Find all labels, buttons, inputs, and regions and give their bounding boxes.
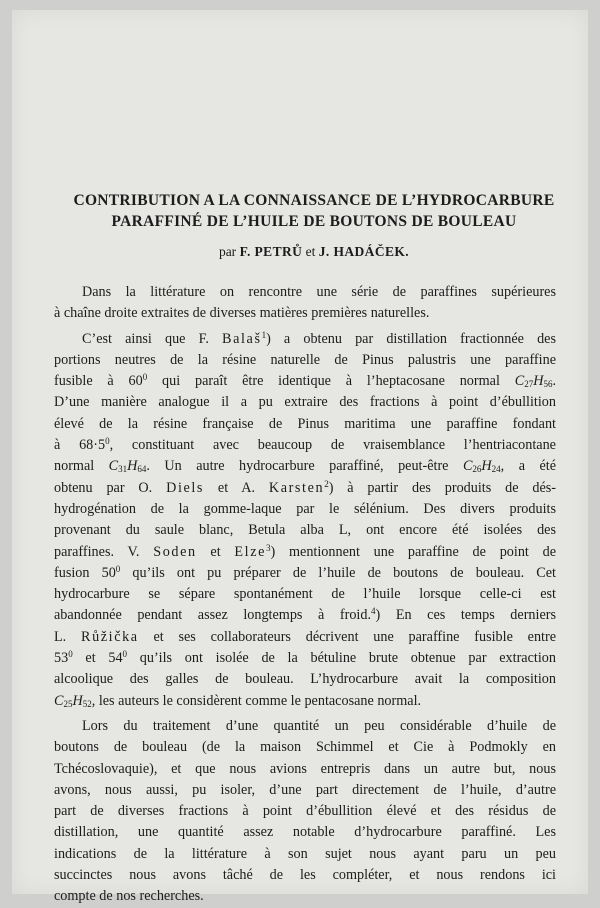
text-line	[68, 329, 556, 350]
degree-mark: 0	[68, 649, 73, 660]
text-line	[54, 648, 556, 669]
text-run: qu’ils ont isolée de la bétuline brute obtenue par extraction	[127, 650, 556, 667]
formula-element: H	[481, 458, 492, 475]
text-line: boutons de bouleau (de la maison Schimmel et Cie à Podmokly en	[54, 739, 556, 756]
paragraph-2	[54, 329, 557, 712]
text-run: et A.	[204, 479, 269, 496]
text-line	[54, 456, 556, 477]
degree-mark: 0	[105, 436, 110, 447]
text-run: fusion 50	[54, 564, 116, 581]
text-line: alcoolique des galles de bouleau. L’hydrocarbure avait la composition	[54, 671, 556, 688]
formula-subscript: 64	[137, 464, 147, 475]
formula-subscript: 31	[118, 464, 128, 475]
text-run: . Un autre hydrocarbure paraffiné, peut-être	[146, 458, 463, 475]
text-line: succinctes nous avons tâché de les compléter, et nous rendons ici	[54, 867, 556, 884]
text-line: compte de nos recherches.	[54, 888, 204, 905]
footnote-ref: 4	[371, 606, 376, 617]
text-line	[54, 605, 556, 626]
text-run: ) à partir des produits de dés-	[328, 479, 556, 496]
author-citation: Karsten	[268, 479, 325, 496]
text-line	[54, 435, 556, 456]
text-run: paraffines. V.	[54, 543, 154, 560]
text-run: ) En ces temps derniers	[375, 607, 556, 624]
author-citation: Balaš	[222, 330, 262, 347]
text-line: D’une manière analogue il a pu extraire des fractions à point d’ébullition	[54, 394, 556, 411]
text-line: Tchécoslovaquie), et que nous avions entrepris dans un autre but, nous	[54, 760, 556, 777]
author-citation: Elze	[234, 543, 267, 560]
formula-subscript: 52	[82, 698, 92, 709]
text-line	[54, 627, 557, 648]
text-line: distillation, une quantité assez notable d’hydrocarbure paraffiné. Les	[54, 824, 556, 841]
formula-subscript: 26	[472, 464, 482, 475]
text-run: , constituant avec beaucoup de vraisemblance l’hentriacontane	[109, 437, 556, 454]
formula-subscript: 25	[63, 698, 73, 709]
formula-element: H	[127, 458, 138, 475]
text-run: C’est ainsi que F.	[82, 330, 223, 347]
author-2: J. HADÁČEK.	[318, 244, 410, 259]
author-line	[48, 243, 580, 261]
formula-element: C	[462, 458, 473, 475]
footnote-ref: 1	[261, 329, 267, 340]
formula-element: C	[54, 692, 64, 709]
text-run: à 68·5	[54, 437, 106, 454]
degree-mark: 0	[122, 649, 128, 660]
author-citation: Diels	[166, 479, 205, 496]
text-run: L.	[54, 628, 81, 645]
text-run: normal	[54, 458, 109, 475]
text-run: fusible à 60	[54, 373, 143, 390]
author-citation: Soden	[153, 543, 197, 560]
author-prefix: par	[218, 244, 237, 259]
title-line-1: CONTRIBUTION A LA CONNAISSANCE DE L’HYDROCARBURE	[73, 192, 555, 209]
text-run: , les auteurs le considèrent comme le pentacosane normal.	[91, 692, 422, 709]
formula-subscript: 56	[543, 379, 553, 390]
text-line: part de diverses fractions à point d’ébullition élevé et des résidus de	[54, 803, 556, 820]
text-line: avons, nous aussi, pu isoler, d’une part directement de l’huile, d’autre	[54, 781, 556, 798]
text-run: ) a obtenu par distillation fractionnée des	[266, 330, 556, 347]
text-run: et	[196, 543, 235, 560]
text-line: hydrocarbure se sépare spontanément de l’huile lorsque celle-ci est	[54, 586, 556, 603]
text-line	[54, 542, 556, 563]
degree-mark: 0	[115, 563, 121, 574]
text-run: et ses collaborateurs décrivent une paraffine fusible entre	[138, 628, 557, 645]
text-line: Dans la littérature on rencontre une série de paraffines supérieures	[82, 284, 556, 300]
title-line-2: PARAFFINÉ DE L’HUILE DE BOUTONS DE BOULEAU	[111, 213, 517, 230]
text-line: portions neutres de la résine naturelle de Pinus palustris une paraffine	[54, 351, 556, 368]
formula-subscript: 24	[491, 464, 501, 475]
text-line: élevé de la résine française de Pinus maritima une paraffine fondant	[54, 415, 556, 432]
text-line: Lors du traitement d’une quantité un peu considérable d’huile de	[82, 717, 556, 734]
author-citation: Růžička	[81, 628, 139, 645]
text-run: abandonnée pendant assez longtemps à froid.	[54, 607, 372, 624]
text-line	[54, 371, 556, 392]
footnote-ref: 2	[324, 478, 329, 489]
author-1: F. PETRŮ	[239, 244, 303, 259]
formula-element: H	[72, 692, 83, 709]
text-line: à chaîne droite extraites de diverses matières premières naturelles.	[54, 305, 430, 322]
degree-mark: 0	[142, 372, 148, 383]
formula-subscript: 27	[524, 379, 534, 390]
paragraph-1	[54, 282, 556, 325]
text-run: 53	[54, 650, 69, 667]
text-run: ) mentionnent une paraffine de point de	[270, 543, 556, 560]
text-line	[54, 563, 556, 584]
text-run: et 54	[72, 650, 123, 667]
article-title	[48, 190, 580, 232]
text-line	[54, 478, 556, 499]
formula-element: C	[514, 373, 525, 390]
text-line: hydrogénation de la gomme-laque par le sélénium. Des divers produits	[54, 500, 556, 517]
text-line: indications de la littérature à son sujet nous ayant paru un peu	[54, 845, 556, 862]
paragraph-3	[54, 716, 556, 908]
formula-element: C	[108, 458, 119, 475]
text-run: , a été	[500, 458, 556, 475]
footnote-ref: 3	[266, 542, 271, 553]
paper-page	[12, 10, 588, 905]
text-run: obtenu par O.	[54, 479, 167, 496]
text-line	[54, 691, 556, 712]
author-conjunction: et	[305, 244, 316, 259]
article-body	[54, 282, 557, 908]
formula-element: H	[533, 373, 544, 390]
text-run: qui paraît être identique à l’heptacosane normal	[147, 373, 515, 390]
text-run: qu’ils ont pu préparer de l’huile de boutons de bouleau. Cet	[120, 564, 556, 581]
text-line: provenant du saule blanc, Betula alba L, ont encore été isolées des	[54, 522, 556, 539]
text-run: .	[552, 373, 556, 390]
